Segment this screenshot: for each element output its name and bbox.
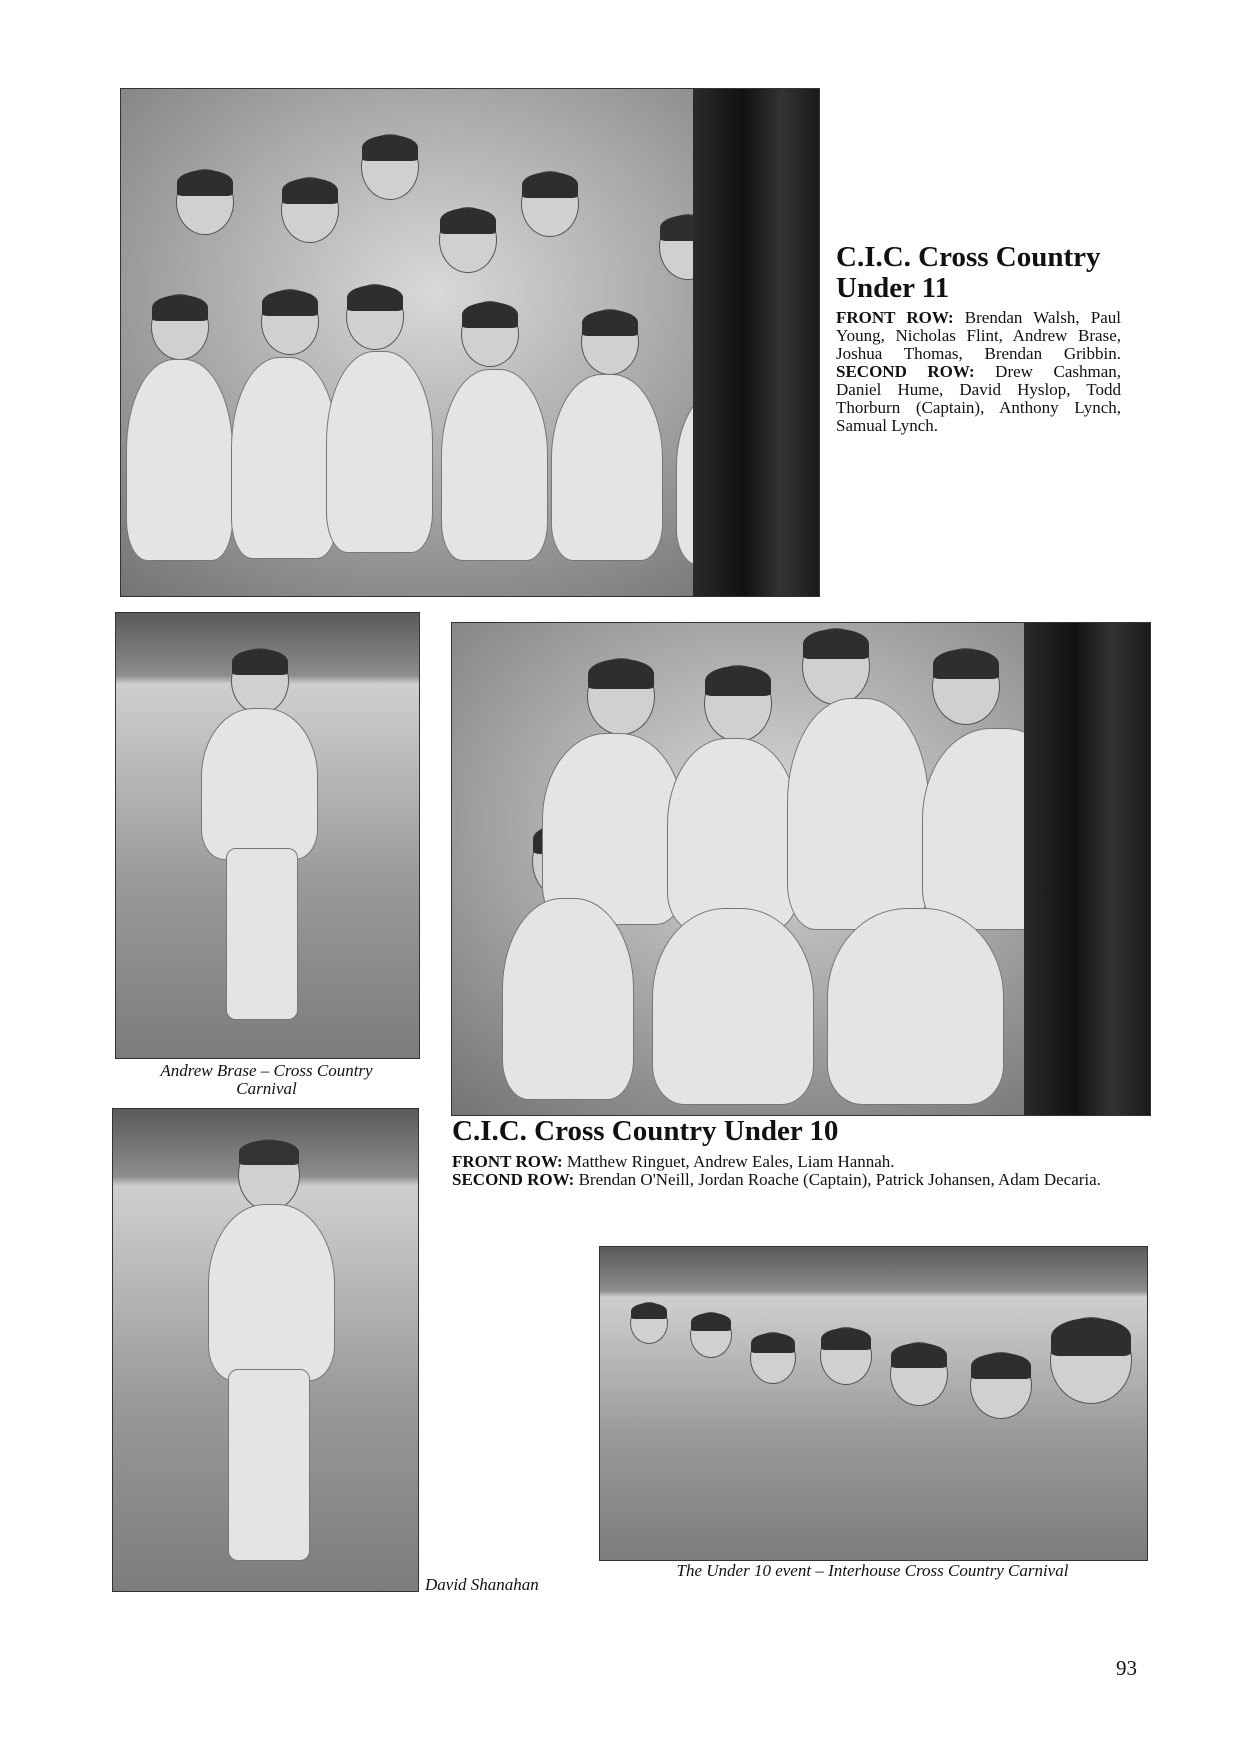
student-body: [126, 359, 233, 561]
under11-title: [836, 242, 1136, 304]
student-head: [261, 289, 319, 355]
student-body: [652, 908, 814, 1105]
andrew-brase-photo: [115, 612, 420, 1059]
student-head: [587, 658, 655, 735]
student-body: [676, 384, 793, 566]
under10-title: C.I.C. Cross Country Under 10: [452, 1115, 839, 1147]
student-head: [281, 177, 339, 243]
runner-head: [750, 1332, 796, 1384]
under11-title-line2: Under 11: [836, 272, 950, 304]
runner-head: [231, 648, 289, 714]
student-head: [704, 665, 772, 742]
student-head: [361, 134, 419, 200]
front-row-names: Brendan Walsh, Paul Young, Nicholas Flint, Andrew Brase, Joshua Thomas, Brendan Gribbin.: [836, 308, 1121, 363]
second-row-label: SECOND ROW:: [836, 362, 975, 381]
runner-legs: [228, 1369, 310, 1561]
student-body: [326, 351, 433, 553]
andrew-brase-caption-line2: Carnival: [236, 1079, 297, 1098]
student-body: [827, 908, 1004, 1105]
second-row-names: Drew Cashman, Daniel Hume, David Hyslop, Todd Thorburn (Captain), Anthony Lynch, Samual Lynch.: [836, 362, 1121, 435]
david-shanahan-caption: David Shanahan: [425, 1575, 539, 1594]
student-head: [802, 628, 870, 705]
student-head: [176, 169, 234, 235]
student-head: [151, 294, 209, 360]
student-head: [932, 648, 1000, 725]
student-head: [711, 317, 769, 383]
front-row-names: Matthew Ringuet, Andrew Eales, Liam Hannah.: [562, 1152, 895, 1171]
runner-head: [820, 1327, 872, 1385]
andrew-brase-caption-line1: Andrew Brase – Cross Country: [160, 1061, 373, 1080]
runner-head: [890, 1342, 948, 1406]
page-number: 93: [1116, 1656, 1137, 1680]
student-body: [922, 728, 1074, 930]
andrew-brase-caption: [115, 1062, 418, 1098]
under11-team-photo: [120, 88, 820, 597]
student-head: [521, 171, 579, 237]
runner-head: [690, 1312, 732, 1358]
second-row-names: Brendan O'Neill, Jordan Roache (Captain), Patrick Johansen, Adam Decaria.: [574, 1170, 1101, 1189]
under11-names: [836, 309, 1121, 435]
runner-head: [1050, 1317, 1132, 1404]
student-head: [439, 207, 497, 273]
student-body: [551, 374, 663, 561]
student-body: [787, 698, 929, 930]
under10-team-photo: [451, 622, 1151, 1116]
under10-names: [452, 1153, 1152, 1189]
student-head: [346, 284, 404, 350]
runner-legs: [226, 848, 298, 1020]
runner-head: [630, 1302, 668, 1344]
runner-body: [201, 708, 318, 860]
runner-head: [970, 1352, 1032, 1419]
student-body: [441, 369, 548, 561]
student-head: [581, 309, 639, 375]
student-head: [659, 214, 717, 280]
runner-body: [208, 1204, 335, 1381]
student-body: [542, 733, 684, 925]
front-row-label: FRONT ROW:: [836, 308, 954, 327]
david-shanahan-photo: [112, 1108, 419, 1592]
student-body: [502, 898, 634, 1100]
under11-title-line1: C.I.C. Cross Country: [836, 241, 1101, 273]
runner-head: [238, 1139, 300, 1211]
student-body: [667, 738, 799, 930]
student-body: [231, 357, 338, 559]
student-head: [461, 301, 519, 367]
under10-event-photo: [599, 1246, 1148, 1561]
under10-event-caption: The Under 10 event – Interhouse Cross Country Carnival: [676, 1561, 1069, 1580]
second-row-label: SECOND ROW:: [452, 1170, 575, 1189]
front-row-label: FRONT ROW:: [452, 1152, 563, 1171]
